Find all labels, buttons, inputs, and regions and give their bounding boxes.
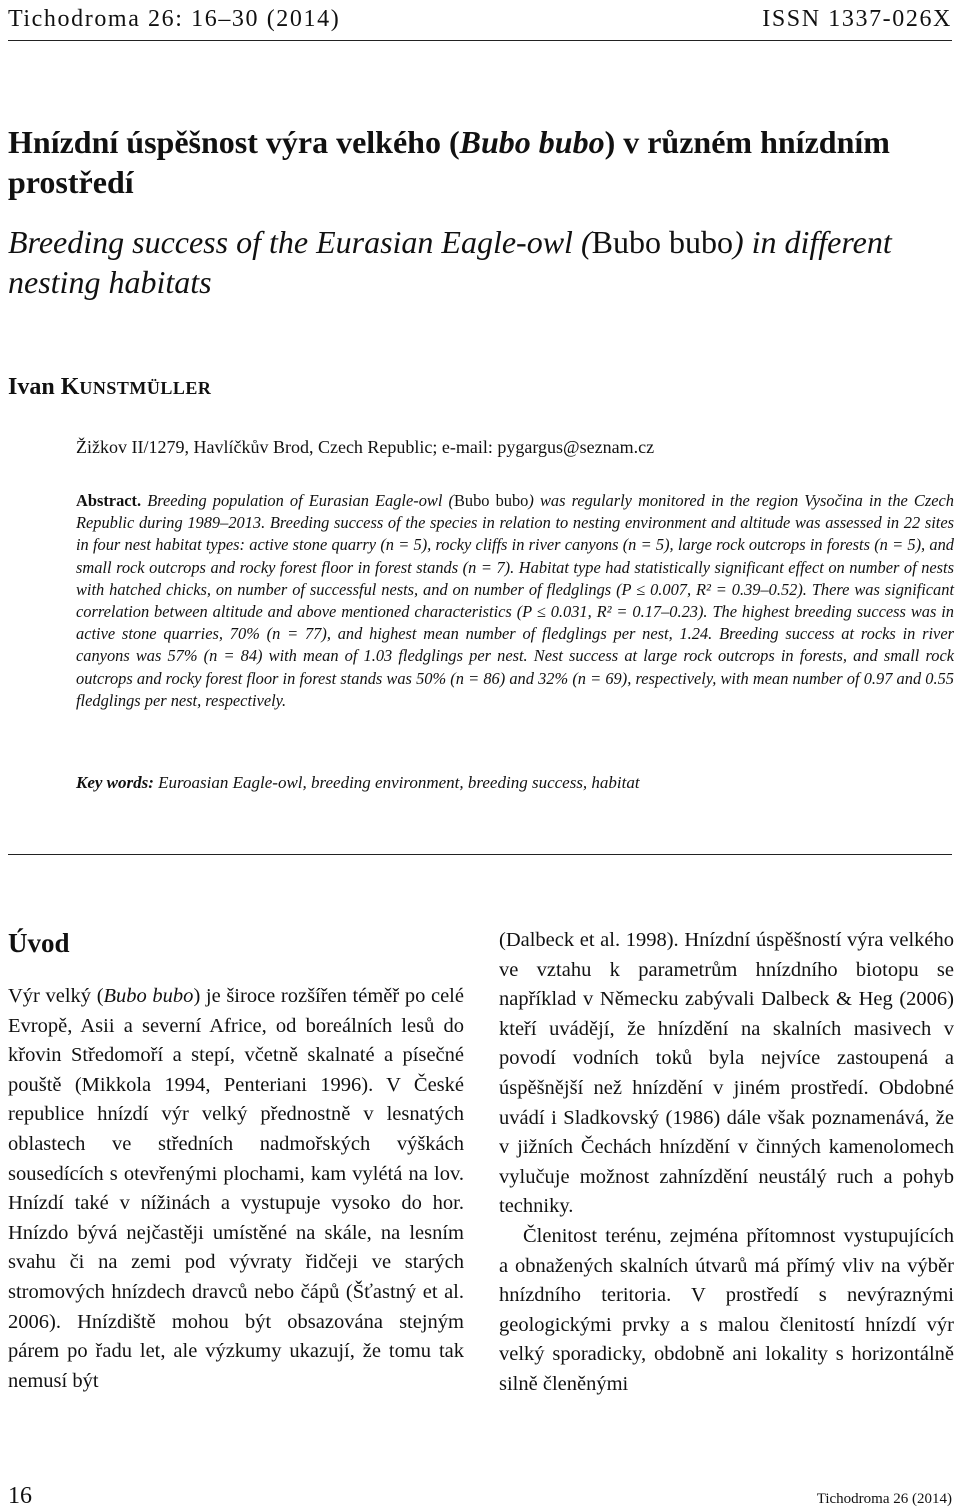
title-cz-text-2: ) v různém hnízdním prostředí	[8, 124, 890, 200]
keywords	[76, 773, 640, 793]
abstract-text-2: ) was regularly monitored in the region Vysočina in the Czech Republic during 1989–2013. Breeding success of the species in relation to nesting environment and altitude was assessed in 22 sites in four nest habitat types: active stone quarry (n = 5), rocky cliffs in river canyons (n = 5), large rock outcrops in forests (n = 5), and small rock outcrops and rocky forest floor in forest stands (n = 7). Habitat type had statistically significant effect on number of nests with hatched chicks, on number of successful nests, and on number of fledglings (P ≤ 0.007, R² = 0.39–0.52). There was significant correlation between altitude and above mentioned characteristics (P ≤ 0.031, R² = 0.17–0.23). The highest breeding success was in active stone quarries, 70% (n = 77), and highest mean number of fledglings per nest, 1.24. Breeding success at rocks in river canyons was 57% (n = 84) with mean of 1.03 fledglings per nest. Nest success at large rock outcrops in forests, and small rock outcrops and rocky forest floor in forest stands was 50% (n = 86) and 32% (n = 69), respectively, with mean number of 0.97 and 0.55 fledglings per nest, respectively.	[76, 491, 954, 710]
keywords-text: Euroasian Eagle-owl, breeding environment, breeding success, habitat	[153, 773, 640, 792]
author-first-name: Ivan	[8, 374, 61, 400]
author-affiliation: Žižkov II/1279, Havlíčkův Brod, Czech Republic; e-mail: pygargus@seznam.cz	[76, 437, 655, 457]
title-en-text-2: ) in different nesting habitats	[8, 224, 892, 300]
author-last-rest: UNSTMÜLLER	[79, 378, 212, 398]
running-header-journal: Tichodroma 26: 16–30 (2014)	[8, 6, 341, 32]
page-number: 16	[8, 1483, 32, 1509]
body-left-species: Bubo bubo	[103, 985, 194, 1007]
title-czech	[8, 122, 948, 202]
footer-journal: Tichodroma 26 (2014)	[816, 1491, 952, 1507]
body-column-right	[499, 926, 954, 1400]
title-en-species: Bubo bubo	[591, 224, 733, 260]
header-rule	[8, 40, 952, 41]
body-left-text-2: ) je široce rozšířen téměř po celé Evropě, Asii a severní Africe, od boreálních lesů do křovin Středomoří a stepí, včetně skalnaté a písečné pouště (Mikkola 1994, Penteriani 1996). V České republice hnízdí výr velký přednostně v lesnatých oblastech ve středních nadmořských výškách sousedících s otevřenými plochami, kam vylétá na lov. Hnízdí také v nížinách a vystupuje vysoko do hor. Hnízdo bývá nejčastěji umístěné na skále, na lesním svahu či na zemi pod vývraty řidčeji ve starých stromových hnízdech dravců nebo čápů (Šťastný et al. 2006). Hnízdiště mohou být obsazována stejným párem po řadu let, ale výzkumy ukazují, že tomu tak nemusí být	[8, 985, 464, 1392]
body-left-text-1: Výr velký (	[8, 985, 104, 1007]
keywords-label: Key words:	[76, 773, 154, 792]
title-en-text-1: Breeding success of the Eurasian Eagle-owl (	[8, 224, 592, 260]
title-cz-species: Bubo bubo	[459, 124, 605, 160]
abstract	[76, 490, 954, 712]
body-column-left	[8, 982, 464, 1396]
abstract-species: Bubo bubo	[453, 491, 529, 510]
author-name	[8, 374, 211, 401]
section-heading: Úvod	[8, 928, 70, 958]
abstract-text-1: Breeding population of Eurasian Eagle-owl (	[141, 491, 454, 510]
body-paragraph: Členitost terénu, zejména přítomnost vystupujících a obnažených skalních útvarů má přímý vliv na výběr hnízdního teritoria. V prostředí s nevýraznými geologickými prvky a s malou členitostí hnízdí výr velký sporadicky, obdobně ani lokality s horizontálně silně členěnými	[499, 1224, 954, 1395]
abstract-label: Abstract.	[76, 491, 142, 510]
section-separator-rule	[8, 854, 952, 855]
body-paragraph: (Dalbeck et al. 1998). Hnízdní úspěšností výra velkého ve vztahu k parametrům hnízdního biotopu se například v Německu zabývali Dalbeck & Heg (2006) kteří uvádějí, že hnízdění na skalních masivech v povodí vodních toků byla nejvíce zastoupená a úspěšnější než hnízdění v jiném prostředí. Obdobné uvádí i Sladkovský (1986) dále však poznamenává, že v jižních Čechách hnízdění v činných kamenolomech vylučuje možnost zahnízdění neustálý ruch a pohyb techniky.	[499, 929, 954, 1218]
author-last-initial: K	[60, 374, 80, 400]
title-english	[8, 222, 948, 302]
running-header-issn: ISSN 1337-026X	[762, 6, 952, 32]
title-cz-text-1: Hnízdní úspěšnost výra velkého (	[8, 124, 460, 160]
body-paragraph	[8, 982, 464, 1396]
